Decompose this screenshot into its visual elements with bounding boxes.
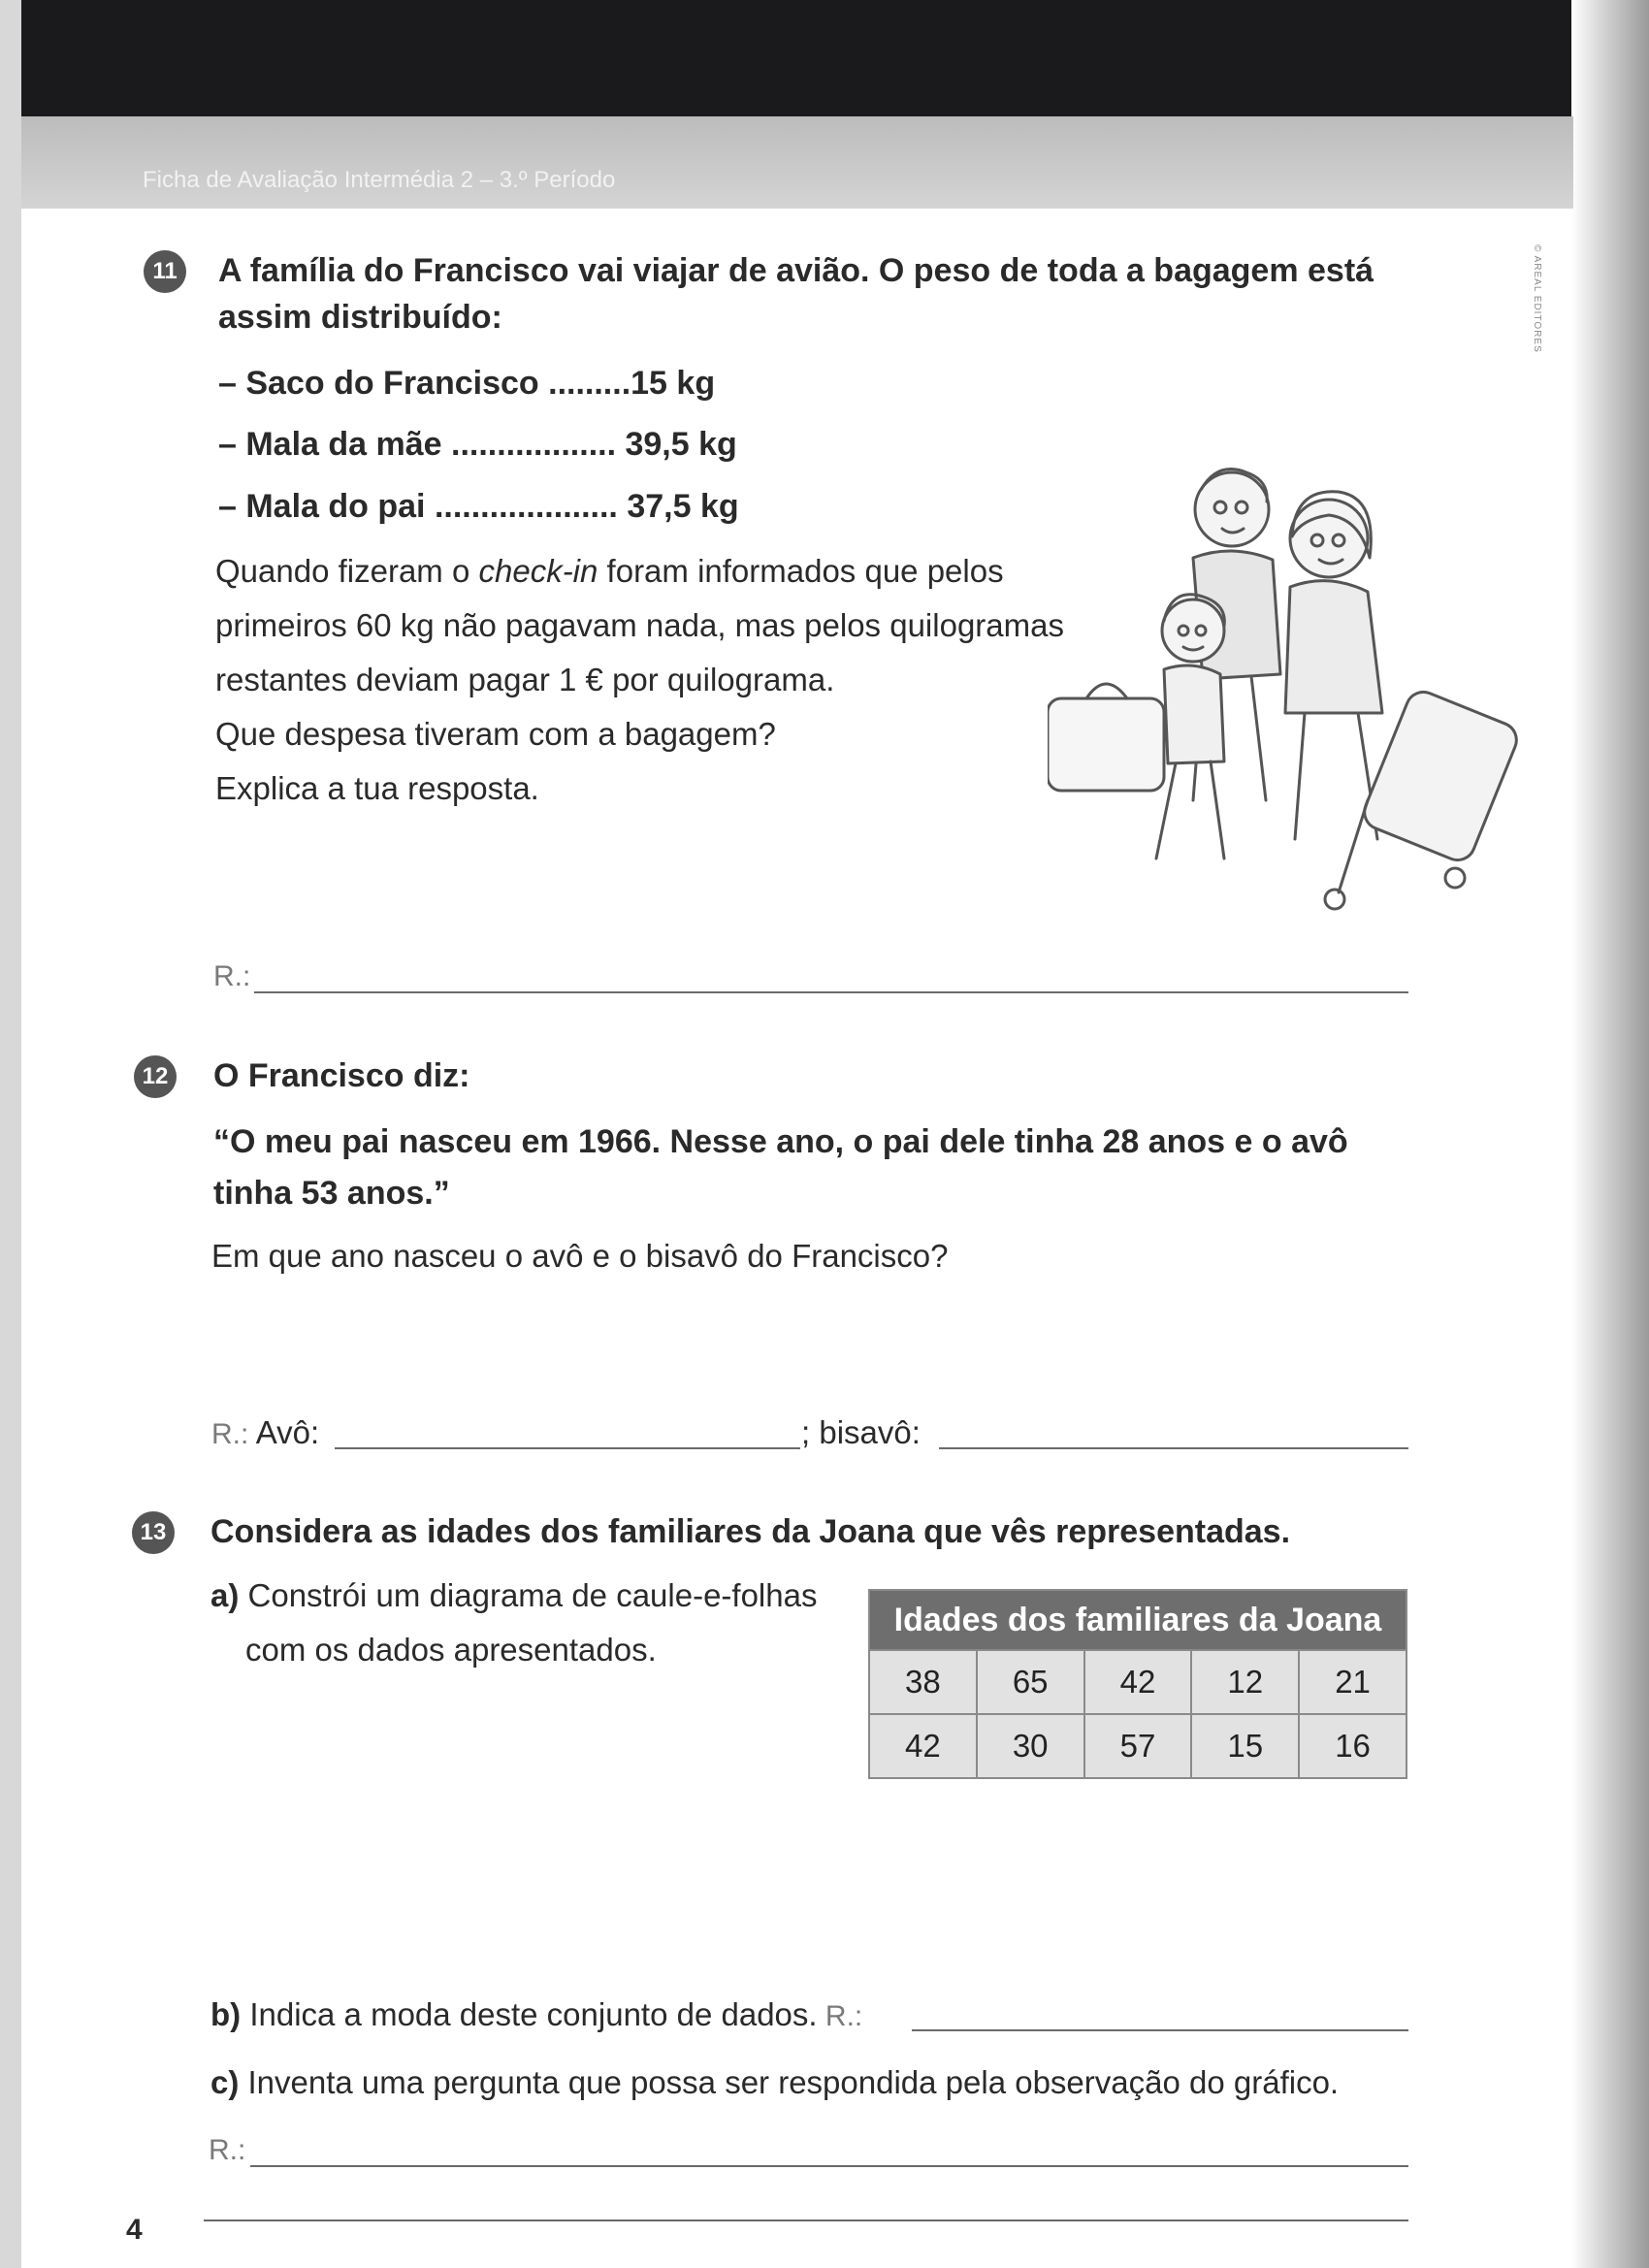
- q13-statement: Considera as idades dos familiares da Joana que vês representadas.: [210, 1513, 1291, 1550]
- q13-b-letter: b): [210, 1996, 242, 2032]
- table-row: [869, 1650, 1406, 1714]
- q11-item-name: – Mala da mãe: [218, 426, 442, 463]
- q11-item-dots: ..................: [441, 426, 617, 463]
- q13-a-letter: a): [210, 1577, 240, 1613]
- q13-c: [210, 2066, 1339, 2098]
- q11-item-value: 15 kg: [630, 365, 716, 402]
- table-cell: 57: [1084, 1714, 1192, 1778]
- q11-body-line4: Que despesa tiveram com a bagagem?: [215, 716, 776, 752]
- q13-c-answer-line-2[interactable]: [204, 2219, 1408, 2221]
- q12-question: Em que ano nasceu o avô e o bisavô do Francisco?: [211, 1238, 949, 1274]
- q13-c-text: Inventa uma pergunta que possa ser respondida pela observação do gráfico.: [239, 2064, 1340, 2100]
- q13-c-letter: c): [210, 2064, 240, 2100]
- scan-border-top: [0, 0, 1649, 116]
- table-cell: 65: [977, 1650, 1084, 1714]
- table-cell: 16: [1299, 1714, 1406, 1778]
- table-row: [869, 1714, 1406, 1778]
- q13-c-answer-line-1[interactable]: [250, 2165, 1408, 2167]
- q12-quote-line2: tinha 53 anos.”: [213, 1175, 450, 1212]
- question-number-11: 11: [144, 250, 186, 293]
- q11-body-line1-italic: check-in: [478, 553, 598, 589]
- copyright-notice: © AREAL EDITORES: [1532, 244, 1542, 353]
- q11-body-line1: [215, 555, 1004, 587]
- q12-avo-answer-line[interactable]: [335, 1447, 800, 1449]
- q13-a-line1: [210, 1579, 817, 1611]
- ages-table-title: Idades dos familiares da Joana: [869, 1590, 1406, 1650]
- table-cell: 42: [1084, 1650, 1192, 1714]
- question-number-13: 13: [132, 1511, 175, 1554]
- q13-b: [210, 1998, 862, 2031]
- table-cell: 21: [1299, 1650, 1406, 1714]
- q13-a-text: Constrói um diagrama de caule-e-folhas: [239, 1577, 818, 1613]
- q12-answer-row: [211, 1416, 319, 1449]
- family-travel-illustration: [1048, 451, 1552, 917]
- scan-border-left: [0, 0, 21, 2268]
- q11-item-mother-suitcase: [218, 428, 737, 461]
- q11-item-value: 39,5 kg: [616, 426, 737, 463]
- q11-item-father-suitcase: [218, 490, 739, 523]
- table-cell: 15: [1191, 1714, 1299, 1778]
- q13-b-text: Indica a moda deste conjunto de dados.: [241, 1996, 818, 2032]
- q13-c-answer-label: R.:: [209, 2134, 246, 2166]
- ages-table: [868, 1589, 1407, 1779]
- q12-bisavo-answer-line[interactable]: [939, 1447, 1408, 1449]
- q11-answer-line[interactable]: [254, 991, 1408, 993]
- q11-item-dots: ....................: [425, 488, 618, 525]
- question-number-12: 12: [134, 1055, 177, 1098]
- q12-avo-label: Avô:: [248, 1414, 320, 1450]
- q11-item-bag: [218, 367, 715, 400]
- q13-b-answer-line[interactable]: [912, 2029, 1408, 2031]
- q11-body-line2: primeiros 60 kg não pagavam nada, mas pelos quilogramas: [215, 607, 1064, 643]
- scan-shadow-right: [1571, 0, 1649, 2268]
- q11-body-line5: Explica a tua resposta.: [215, 770, 539, 806]
- q11-statement-line1: A família do Francisco vai viajar de avião. O peso de toda a bagagem está: [218, 252, 1374, 289]
- page-number: 4: [126, 2214, 143, 2246]
- q11-answer-label: R.:: [213, 960, 251, 992]
- table-cell: 38: [869, 1650, 977, 1714]
- q13-b-answer-label: R.:: [817, 2000, 863, 2032]
- q11-item-dots: .........: [538, 365, 631, 402]
- q13-a-line2: com os dados apresentados.: [245, 1632, 657, 1668]
- table-cell: 30: [977, 1714, 1084, 1778]
- q11-body-line1-after: foram informados que pelos: [598, 553, 1004, 589]
- q12-answer-label: R.:: [211, 1418, 249, 1450]
- q11-item-value: 37,5 kg: [617, 488, 739, 525]
- q12-bisavo-label: ; bisavô:: [801, 1414, 921, 1450]
- q12-quote-line1: “O meu pai nasceu em 1966. Nesse ano, o pai dele tinha 28 anos e o avô: [213, 1123, 1348, 1160]
- q11-body-line1-before: Quando fizeram o: [215, 553, 479, 589]
- q11-body-line3: restantes deviam pagar 1 € por quilograma.: [215, 662, 835, 697]
- q12-intro: O Francisco diz:: [213, 1057, 470, 1094]
- table-cell: 12: [1191, 1650, 1299, 1714]
- q11-item-name: – Saco do Francisco: [218, 365, 539, 402]
- page-header: [21, 116, 1573, 209]
- q11-statement-line2: assim distribuído:: [218, 299, 502, 336]
- header-title: Ficha de Avaliação Intermédia 2 – 3.º Período: [143, 167, 616, 193]
- q11-item-name: – Mala do pai: [218, 488, 426, 525]
- table-cell: 42: [869, 1714, 977, 1778]
